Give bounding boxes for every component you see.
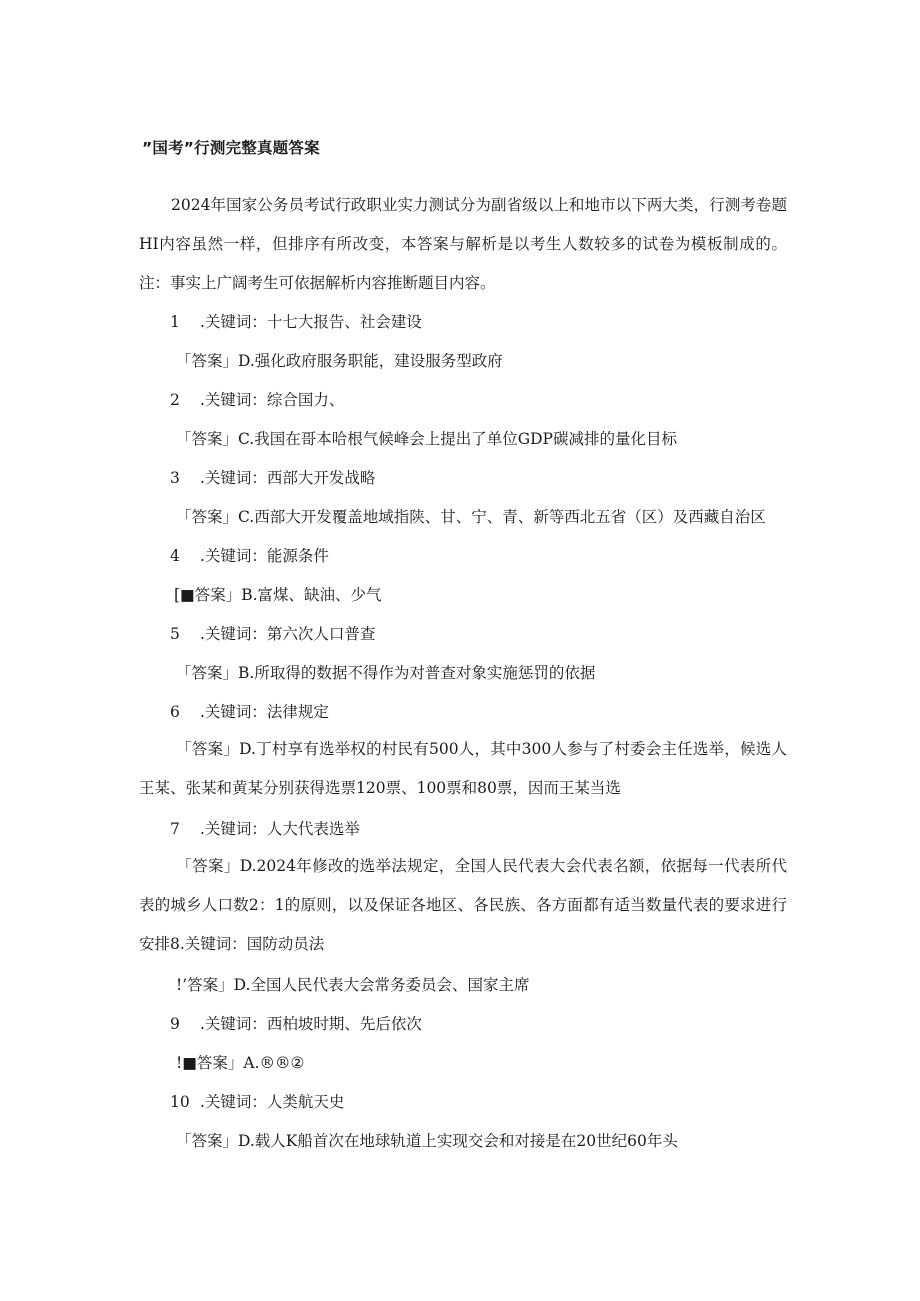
item-number: 5 bbox=[170, 625, 180, 643]
keyword-text: .关键词：十七大报告、社会建设 bbox=[200, 313, 422, 331]
intro-paragraph: 2024年国家公务员考试行政职业实力测试分为副省级以上和地市以下两大类，行测考卷题HI内容虽然一样，但排序有所改变，本答案与解析是以考生人数较多的试卷为模板制成的。注：事实上广阔考生可依据解析内容推断题目内容。 bbox=[139, 196, 787, 292]
answer-line-9: !■答案」A.®®② bbox=[176, 1054, 305, 1072]
item-number: 9 bbox=[170, 1015, 180, 1033]
answer-block-6 bbox=[139, 730, 787, 808]
page-title: ”国考”行测完整真题答案 bbox=[142, 139, 320, 157]
keyword-text: .关键词：能源条件 bbox=[200, 547, 329, 565]
keyword-text: .关键词：人大代表选举 bbox=[200, 820, 360, 838]
keyword-line-4 bbox=[170, 544, 329, 566]
keyword-line-2 bbox=[170, 388, 344, 410]
keyword-line-7 bbox=[170, 817, 360, 839]
keyword-line-6 bbox=[170, 700, 329, 722]
keyword-line-3 bbox=[170, 466, 375, 488]
answer-line-3: 「答案」C.西部大开发覆盖地域指陕、甘、宁、青、新等西北五省（区）及西藏自治区 bbox=[176, 508, 766, 526]
answer-line-10: 「答案」D.载人K船首次在地球轨道上实现交会和对接是在20世纪60年头 bbox=[176, 1132, 678, 1150]
keyword-line-9 bbox=[170, 1012, 422, 1034]
answer-line-4: [■答案」B.富煤、缺油、少气 bbox=[174, 586, 382, 604]
answer-line-8: !’答案」D.全国人民代表大会常务委员会、国家主席 bbox=[176, 976, 530, 994]
item-number: 1 bbox=[170, 313, 180, 331]
keyword-text: .关键词：第六次人口普查 bbox=[200, 625, 376, 643]
answer-block-7 bbox=[139, 847, 787, 964]
keyword-text: .关键词：人类航天史 bbox=[200, 1093, 345, 1111]
answer-line-5: 「答案」B.所取得的数据不得作为对普查对象实施惩罚的依据 bbox=[176, 664, 596, 682]
answer-line-1: 「答案」D.强化政府服务职能，建设服务型政府 bbox=[176, 352, 503, 370]
answer-line-2: 「答案」C.我国在哥本哈根气候峰会上提出了单位GDP碳减排的量化目标 bbox=[176, 430, 677, 448]
item-number: 7 bbox=[170, 820, 180, 838]
item-number: 2 bbox=[170, 391, 180, 409]
keyword-text: .关键词：法律规定 bbox=[200, 703, 329, 721]
answer-text: 「答案」D.2024年修改的选举法规定，全国人民代表大会代表名额，依据每一代表所代表的城乡人口数2：1的原则，以及保证各地区、各民族、各方面都有适当数量代表的要求进行安排8.关键词：国防动员法 bbox=[139, 857, 787, 953]
keyword-text: .关键词：西柏坡时期、先后依次 bbox=[200, 1015, 422, 1033]
item-number: 4 bbox=[170, 547, 180, 565]
item-number: 10 bbox=[170, 1093, 190, 1111]
keyword-line-1 bbox=[170, 310, 422, 332]
item-number: 6 bbox=[170, 703, 180, 721]
answer-text: 「答案」D.丁村享有选举权的村民有500人，其中300人参与了村委会主任选举，候选人王某、张某和黄某分别获得选票120票、100票和80票，因而王某当选 bbox=[139, 740, 787, 797]
keyword-line-10 bbox=[170, 1090, 344, 1112]
item-number: 3 bbox=[170, 469, 180, 487]
keyword-text: .关键词：综合国力、 bbox=[200, 391, 345, 409]
keyword-line-5 bbox=[170, 622, 375, 644]
keyword-text: .关键词：西部大开发战略 bbox=[200, 469, 376, 487]
